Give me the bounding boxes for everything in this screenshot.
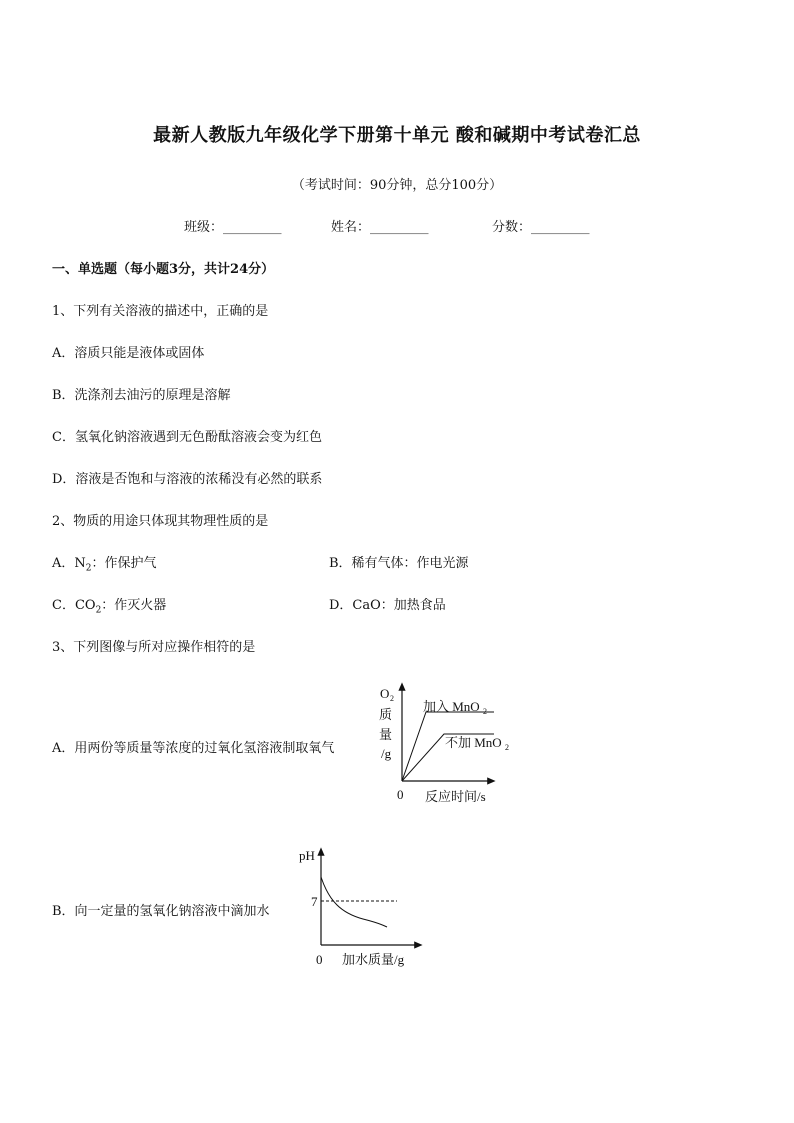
- question-3-option-a: A．用两份等质量等浓度的过氧化氢溶液制取氧气: [52, 741, 335, 756]
- question-1-option-b: B．洗涤剂去油污的原理是溶解: [52, 388, 231, 403]
- page-title: 最新人教版九年级化学下册第十单元 酸和碱期中考试卷汇总: [153, 125, 641, 146]
- question-1-option-a: A．溶质只能是液体或固体: [52, 346, 205, 361]
- tick-7-label: 7: [311, 894, 318, 909]
- subscript: 2: [85, 563, 92, 574]
- question-1-option-c: C．氢氧化钠溶液遇到无色酚酞溶液会变为红色: [52, 430, 322, 445]
- graph-b-ph-curve: [295, 843, 430, 973]
- question-2-option-d: D．CaO：加热食品: [329, 598, 446, 613]
- curve1-label-sub: 2: [483, 707, 487, 716]
- y-label-sub: 2: [390, 694, 394, 703]
- curve2-label: 不加 MnO: [445, 735, 502, 750]
- question-1-stem: 1、下列有关溶液的描述中，正确的是: [52, 304, 269, 319]
- question-2-option-a: [52, 552, 157, 574]
- x-axis-label: 反应时间/s: [425, 789, 486, 804]
- section-heading: 一、单选题（每小题3分，共计24分）: [52, 262, 275, 277]
- y-label-o: O: [380, 686, 390, 701]
- option-a-suffix: ：作保护气: [91, 556, 157, 571]
- y-label-liang: 量: [379, 727, 393, 742]
- x-axis-label: 加水质量/g: [342, 952, 405, 967]
- curve1-label: 加入 MnO: [423, 699, 480, 714]
- y-label-unit: /g: [381, 746, 392, 761]
- y-label-zhi: 质: [379, 707, 393, 722]
- exam-subtitle: （考试时间：90分钟，总分100分）: [291, 178, 503, 193]
- subscript: 2: [95, 605, 102, 616]
- question-2-option-b: B．稀有气体：作电光源: [329, 556, 469, 571]
- graph-a-oxygen-mass: [360, 678, 530, 813]
- ph-curve: [321, 877, 387, 927]
- class-field: 班级：_________: [184, 220, 282, 235]
- question-1-option-d: D．溶液是否饱和与溶液的浓稀没有必然的联系: [52, 472, 323, 487]
- origin-label: 0: [316, 952, 323, 967]
- question-3-option-b: B．向一定量的氢氧化钠溶液中滴加水: [52, 904, 270, 919]
- question-3-stem: 3、下列图像与所对应操作相符的是: [52, 640, 256, 655]
- question-2-stem: 2、物质的用途只体现其物理性质的是: [52, 514, 269, 529]
- option-c-prefix: C．CO: [52, 598, 96, 613]
- name-field: 姓名：_________: [331, 220, 429, 235]
- question-2-option-c: [52, 594, 166, 616]
- curve2-label-sub: 2: [505, 743, 509, 752]
- option-c-suffix: ：作灭火器: [101, 598, 167, 613]
- option-a-prefix: A．N: [52, 556, 86, 571]
- y-axis-label: pH: [299, 848, 315, 863]
- score-field: 分数：_________: [492, 220, 590, 235]
- origin-label: 0: [397, 787, 404, 802]
